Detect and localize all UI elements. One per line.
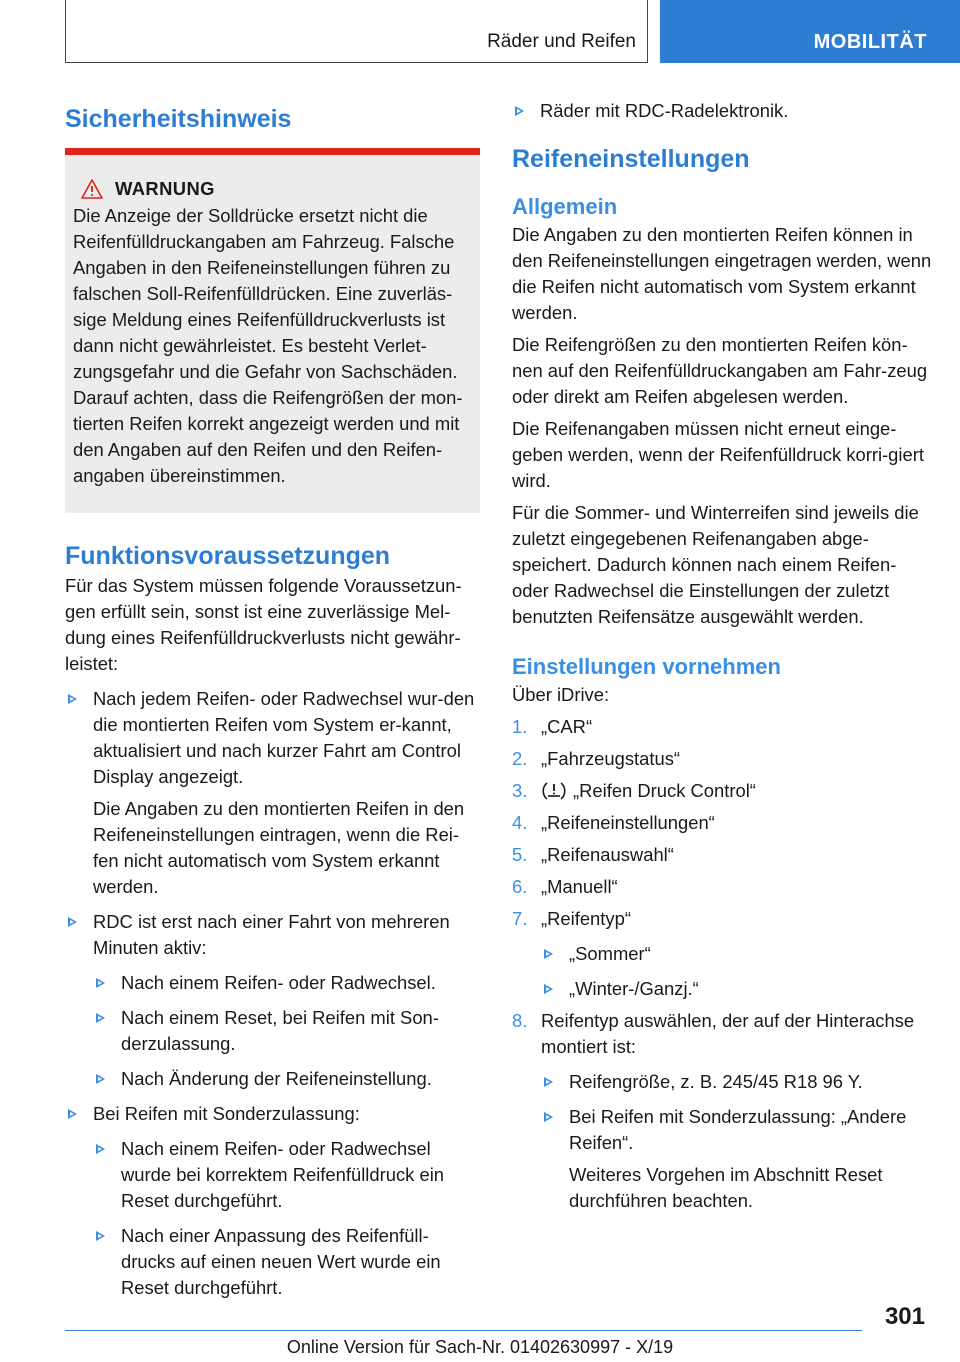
steps-list: [512, 714, 932, 1214]
list-item: [512, 874, 932, 900]
footer-divider: [65, 1330, 862, 1331]
safety-heading: Sicherheitshinweis: [65, 105, 292, 133]
step-text: „Reifentyp“: [541, 908, 631, 929]
footer-text: Online Version für Sach-Nr. 01402630997 - X/19: [286, 1337, 674, 1357]
list-item: Nach einem Reifen- oder Radwechsel wurde bei korrektem Reifenfülldruck ein Reset durchgeführt.: [93, 1136, 480, 1214]
step-number: 3.: [512, 780, 528, 801]
list-item: [512, 778, 932, 804]
list-item: Nach einer Anpassung des Reifenfüll-drucks auf einen neuen Wert wurde ein Reset durchgeführt.: [93, 1223, 480, 1301]
requirement-text: RDC ist erst nach einer Fahrt von mehreren Minuten aktiv:: [93, 911, 450, 958]
list-item: „Winter-/Ganzj.“: [541, 976, 932, 1002]
requirements-list: [65, 686, 480, 1301]
step-text: „Fahrzeugstatus“: [541, 748, 681, 769]
step-text: „Reifeneinstellungen“: [541, 812, 715, 833]
sub-list: [541, 1069, 932, 1214]
step-number: 8.: [512, 1010, 528, 1031]
page-number: 301: [884, 1303, 925, 1330]
function-heading: Funktionsvoraussetzungen: [65, 542, 391, 570]
step-subtext: Bei Reifen mit Sonderzulassung: „Andere Reifen“.: [569, 1106, 907, 1153]
left-column: [65, 98, 480, 1301]
step-number: 6.: [512, 876, 528, 897]
sub-list: [93, 1136, 480, 1301]
list-item: [512, 810, 932, 836]
list-item: [512, 1008, 932, 1214]
make-settings-subheading: Einstellungen vornehmen: [512, 654, 781, 679]
settings-heading: Reifeneinstellungen: [512, 145, 750, 173]
list-item: „Sommer“: [541, 941, 932, 967]
list-item: [65, 1101, 480, 1301]
right-column: [512, 94, 932, 1214]
warning-text: Die Anzeige der Solldrücke ersetzt nicht die Reifenfülldruckangaben am Fahrzeug. Falsche Angaben in den Reifeneinstellungen führen zu falschen Soll-Reifenfülldrücken. Eine zuverläs-sige Meldung eines Reifenfülldruckverlusts ist dann nicht gewährleistet. Es besteht Verlet-zungsgefahr und die Gefahr von Sachschäden. Darauf achten, dass die Reifengrößen der mon-tierten Reifen korrekt angezeigt werden und mit den Angaben auf den Reifen und den Reifen-angaben übereinstimmen.: [73, 205, 463, 486]
list-item: Nach einem Reset, bei Reifen mit Son-derzulassung.: [93, 1005, 480, 1057]
list-item: Nach einem Reifen- oder Radwechsel.: [93, 970, 480, 996]
sub-list: [93, 970, 480, 1092]
list-item: [512, 842, 932, 868]
warning-header: [81, 175, 470, 203]
warning-label: WARNUNG: [115, 178, 215, 199]
list-item: [65, 686, 480, 900]
general-paragraph-3: Die Reifenangaben müssen nicht erneut einge-geben werden, wenn der Reifenfülldruck korri-giert wird.: [512, 418, 924, 491]
rdc-list: [512, 98, 932, 124]
list-item: Räder mit RDC-Radelektronik.: [512, 98, 932, 124]
warning-box: [65, 155, 480, 513]
step-number: 1.: [512, 716, 528, 737]
header-section-title: Räder und Reifen: [487, 31, 636, 52]
step-text: „Reifenauswahl“: [541, 844, 674, 865]
list-item: [541, 1104, 932, 1214]
step-number: 5.: [512, 844, 528, 865]
list-item: Nach Änderung der Reifeneinstellung.: [93, 1066, 480, 1092]
list-item: [512, 746, 932, 772]
step-number: 4.: [512, 812, 528, 833]
general-paragraph-4: Für die Sommer- und Winterreifen sind jeweils die zuletzt eingegebenen Reifenangaben abge-speichert. Dadurch können nach einem Reifen-oder Radwechsel die Einstellungen der zuletzt benutzten Reifensätze ausgewählt werden.: [512, 502, 919, 627]
step-number: 2.: [512, 748, 528, 769]
general-subheading: Allgemein: [512, 194, 618, 219]
step-text: „CAR“: [541, 716, 593, 737]
tire-pressure-icon: [541, 781, 567, 801]
header-chapter-tab: MOBILITÄT: [660, 0, 960, 63]
general-paragraph-2: Die Reifengrößen zu den montierten Reifen kön-nen auf den Reifenfülldruckangaben am Fahr-zeug oder direkt am Reifen abgelesen werden.: [512, 334, 928, 407]
step-text: „Manuell“: [541, 876, 618, 897]
step-text: Reifentyp auswählen, der auf der Hinterachse montiert ist:: [541, 1010, 915, 1057]
warning-triangle-icon: [81, 179, 103, 199]
requirement-note: Die Angaben zu den montierten Reifen in den Reifeneinstellungen eintragen, wenn die Rei-fen nicht automatisch vom System erkannt werden.: [93, 798, 465, 897]
via-idrive: Über iDrive:: [512, 684, 610, 705]
requirement-text: Bei Reifen mit Sonderzulassung:: [93, 1103, 360, 1124]
general-paragraph-1: Die Angaben zu den montierten Reifen können in den Reifeneinstellungen eingetragen werden, wenn die Reifen nicht automatisch vom System erkannt werden.: [512, 224, 932, 323]
step-number: 7.: [512, 908, 528, 929]
function-intro: Für das System müssen folgende Voraussetzun-gen erfüllt sein, sonst ist eine zuverlässige Mel-dung eines Reifenfülldruckverlusts nicht gewähr-leistet:: [65, 575, 462, 674]
step-text: „Reifen Druck Control“: [573, 780, 756, 801]
list-item: Reifengröße, z. B. 245/45 R18 96 Y.: [541, 1069, 932, 1095]
warning-bar: [65, 148, 480, 155]
requirement-text: Nach jedem Reifen- oder Radwechsel wur-den die montierten Reifen vom System er-kannt, aktualisiert und nach kurzer Fahrt am Control Display angezeigt.: [93, 688, 475, 787]
list-item: [65, 909, 480, 1092]
step-note: Weiteres Vorgehen im Abschnitt Reset durchführen beachten.: [569, 1164, 883, 1211]
list-item: [512, 906, 932, 1002]
sub-list: [541, 941, 932, 1002]
list-item: [512, 714, 932, 740]
